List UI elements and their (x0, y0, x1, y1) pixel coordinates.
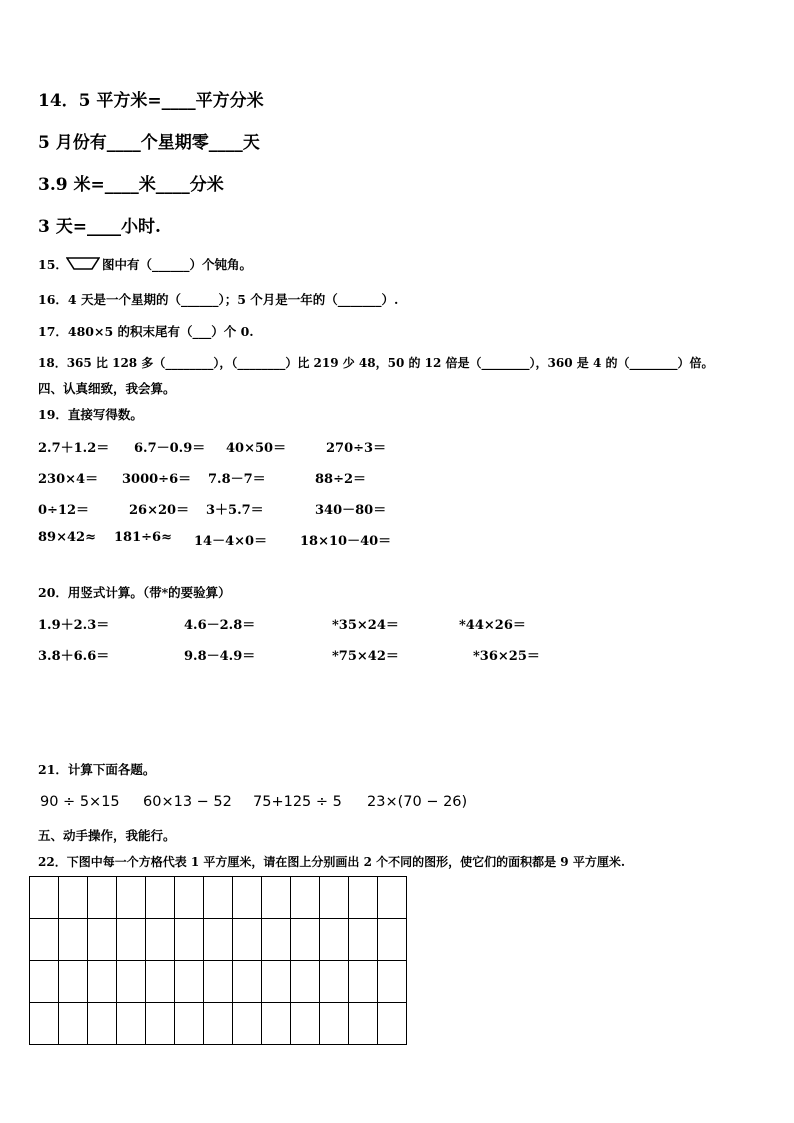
q16-text: 16．4 天是一个星期的（______）；5 个月是一年的（_______）. (38, 292, 399, 307)
q14-line4: 3 天=____小时. (38, 217, 161, 237)
grid-row (30, 877, 407, 919)
q19-item: 3000÷6＝ (122, 472, 192, 487)
q19-item: 88÷2＝ (315, 472, 367, 487)
q19-item: 340－80＝ (315, 503, 387, 518)
q20-item: 3.8＋6.6＝ (38, 649, 110, 664)
q19-item: 7.8－7＝ (208, 472, 266, 487)
grid-row (30, 919, 407, 961)
q14-line2: 5 月份有____个星期零____天 (38, 133, 260, 153)
q15-number: 15． (38, 257, 68, 272)
q19-item: 26×20＝ (129, 503, 190, 518)
q22-text: 22．下图中每一个方格代表 1 平方厘米，请在图上分别画出 2 个不同的图形，使它们的面积都是 9 平方厘米. (38, 855, 625, 869)
q19-item: 230×4＝ (38, 472, 99, 487)
q21-expression: 23×(70 − 26) (367, 794, 468, 810)
q19-item: 2.7＋1.2＝ (38, 441, 110, 456)
q19-title: 19．直接写得数。 (38, 407, 143, 422)
q17-text: 17．480×5 的积末尾有（___）个 0. (38, 324, 254, 339)
q19-item: 89×42≈ (38, 530, 96, 545)
q21-title: 21．计算下面各题。 (38, 762, 156, 777)
q19-item: 0÷12＝ (38, 503, 90, 518)
q19-item: 6.7－0.9＝ (134, 441, 206, 456)
q20-item: *36×25＝ (473, 649, 540, 664)
q20-item: 4.6－2.8＝ (184, 618, 256, 633)
grid-row (30, 1003, 407, 1045)
q19-item: 40×50＝ (226, 441, 287, 456)
q15-text: 图中有（______）个钝角。 (102, 257, 253, 272)
q20-item: *75×42＝ (332, 649, 399, 664)
q18-text: 18．365 比 128 多（________），（________）比 219 少 48，50 的 12 倍是（________），360 是 4 的（________）倍。 (38, 356, 714, 370)
q20-item: 1.9＋2.3＝ (38, 618, 110, 633)
q19-item: 18×10－40＝ (300, 534, 392, 549)
q19-item: 270÷3＝ (326, 441, 387, 456)
square-grid[interactable] (29, 876, 407, 1045)
section5-heading: 五、动手操作，我能行。 (38, 828, 176, 843)
q20-item: *35×24＝ (332, 618, 399, 633)
grid-row (30, 961, 407, 1003)
q21-expression: 75+125 ÷ 5 (253, 794, 342, 810)
trapezoid-icon (66, 256, 100, 272)
section4-heading: 四、认真细致，我会算。 (38, 381, 176, 396)
q14-line3: 3.9 米=____米____分米 (38, 175, 224, 195)
q14-line1: 14．5 平方米=____平方分米 (38, 91, 264, 111)
q20-item: *44×26＝ (459, 618, 526, 633)
q21-expression: 60×13 − 52 (143, 794, 232, 810)
q20-title: 20．用竖式计算。（带*的要验算） (38, 585, 231, 600)
q19-item: 3＋5.7＝ (206, 503, 264, 518)
q20-item: 9.8－4.9＝ (184, 649, 256, 664)
q19-item: 14－4×0＝ (194, 534, 268, 549)
q19-item: 181÷6≈ (114, 530, 172, 545)
q21-expression: 90 ÷ 5×15 (40, 794, 120, 810)
